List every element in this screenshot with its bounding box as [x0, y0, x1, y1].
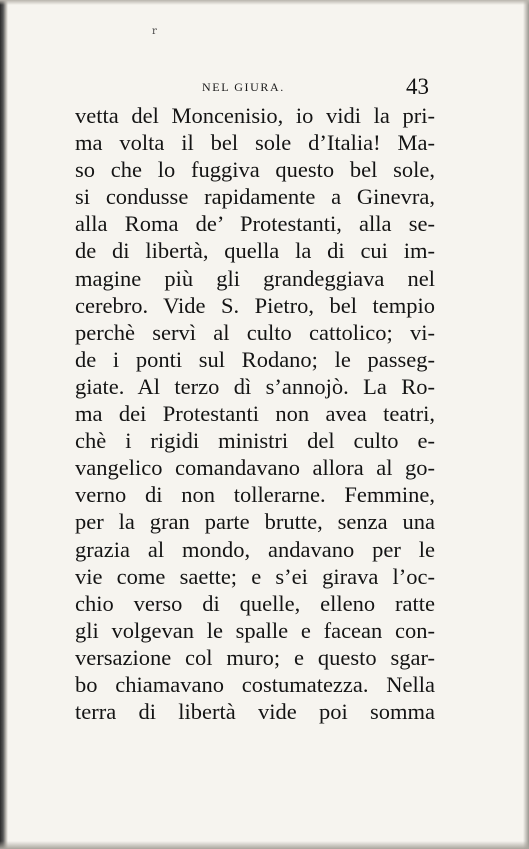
- text-line: ma volta il bel sole d’Italia! Ma-: [75, 130, 435, 156]
- text-line: vie come saette; e s’ei girava l’oc-: [75, 563, 435, 589]
- text-line: chè i rigidi ministri del culto e-: [75, 428, 435, 454]
- text-line: vetta del Moncenisio, io vidi la pri-: [75, 103, 435, 128]
- text-line: so che lo fuggiva questo bel sole,: [75, 157, 435, 183]
- text-line: cerebro. Vide S. Pietro, bel tempio: [75, 292, 435, 318]
- text-line: alla Roma de’ Protestanti, alla se-: [75, 211, 435, 237]
- page-edge-right: [523, 0, 529, 849]
- text-line: de i ponti sul Rodano; le passeg-: [75, 346, 435, 372]
- text-line: verno di non tollerarne. Femmine,: [75, 482, 435, 508]
- page-edge-top: [0, 0, 529, 5]
- text-line: terra di libertà vide poi somma: [75, 699, 435, 725]
- text-line: versazione col muro; e questo sgar-: [75, 644, 435, 670]
- running-head: NEL GIURA.: [202, 80, 285, 94]
- stray-mark: r: [152, 26, 157, 37]
- text-line: de di libertà, quella la di cui im-: [75, 238, 435, 264]
- text-line: perchè servì al culto cattolico; vi-: [75, 319, 435, 345]
- text-line: gli volgevan le spalle e facean con-: [75, 617, 435, 643]
- text-line: bo chiamavano costumatezza. Nella: [75, 671, 435, 697]
- text-line: per la gran parte brutte, senza una: [75, 509, 435, 535]
- page-number: 43: [406, 74, 429, 99]
- text-line: giate. Al terzo dì s’annojò. La Ro-: [75, 373, 435, 399]
- body-text: [75, 102, 435, 725]
- text-line: vangelico comandavano allora al go-: [75, 455, 435, 481]
- text-line: si condusse rapidamente a Ginevra,: [75, 184, 435, 210]
- page-edge-bottom: [0, 841, 529, 849]
- text-line: ma dei Protestanti non avea teatri,: [75, 401, 435, 427]
- page-edge-left: [0, 0, 8, 849]
- text-line: grazia al mondo, andavano per le: [75, 536, 435, 562]
- text-line: chio verso di quelle, elleno ratte: [75, 590, 435, 616]
- text-line: magine più gli grandeggiava nel: [75, 265, 435, 291]
